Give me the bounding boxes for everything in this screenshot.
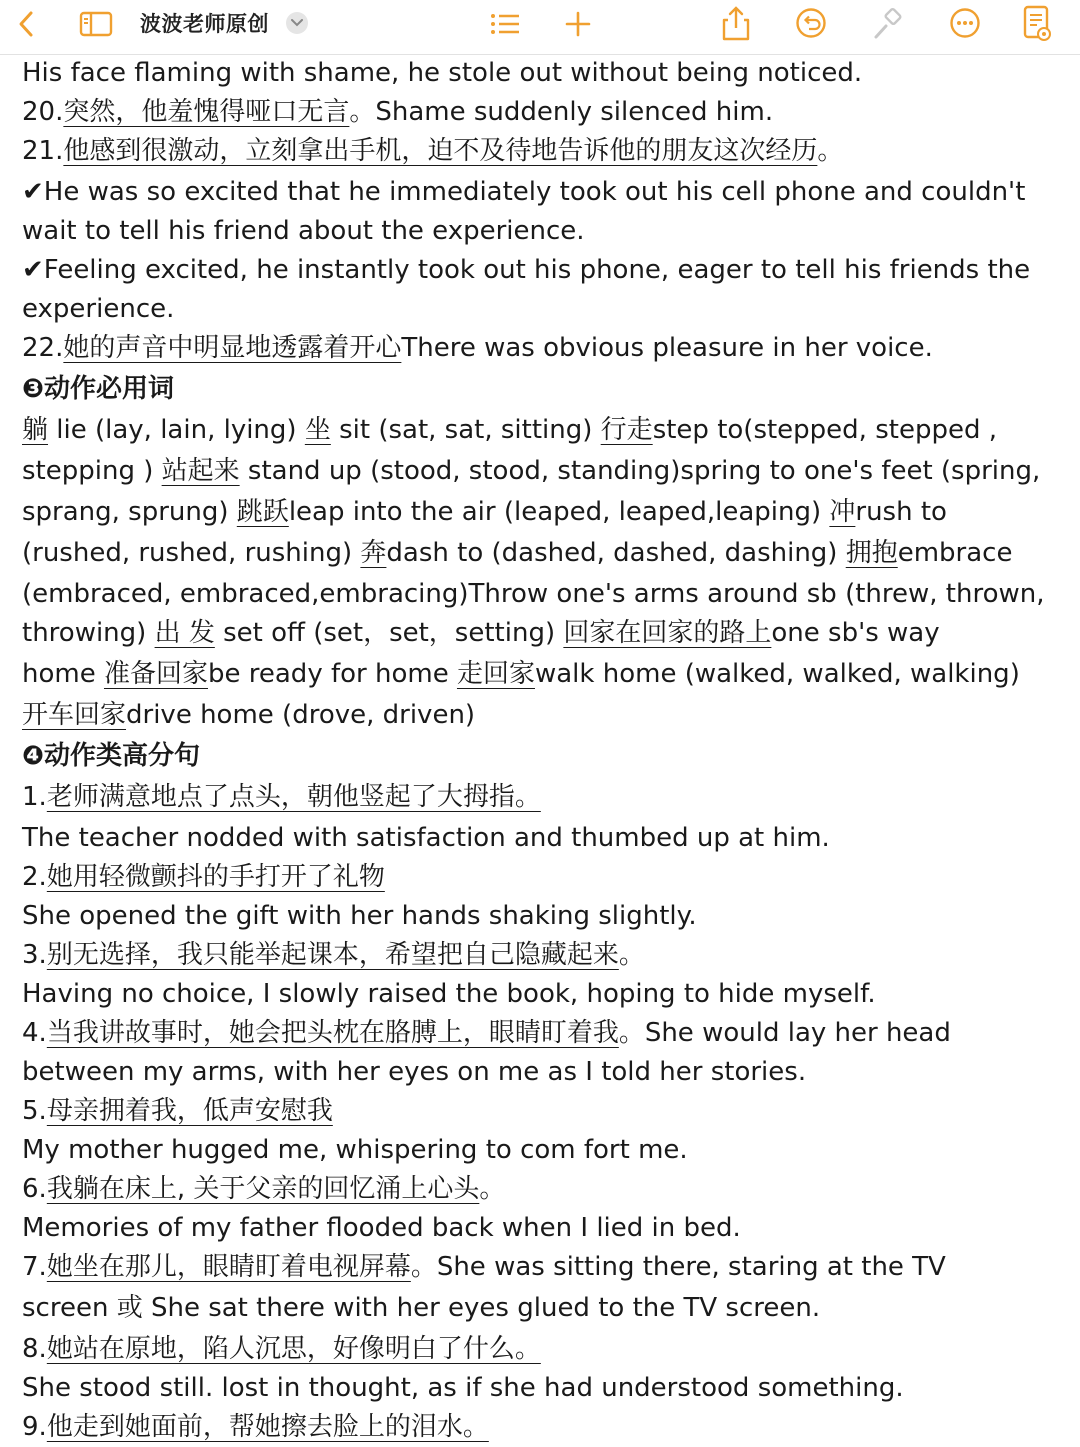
punctuation: 。 <box>479 1174 506 1204</box>
english-phrase: drive home (drove, driven) <box>126 700 476 730</box>
text-line <box>22 1209 1062 1248</box>
text-line <box>22 575 1062 614</box>
text-line <box>22 534 1062 575</box>
english-sentence: The teacher nodded with satisfaction and thumbed up at him. <box>22 823 830 853</box>
english-phrase: sprang, sprung) <box>22 497 237 527</box>
chinese-sentence: 她坐在那儿，眼睛盯着电视屏幕 <box>46 1252 411 1282</box>
item-number: 20. <box>22 97 64 127</box>
text-line <box>22 1014 1062 1053</box>
chinese-sentence: 母亲拥着我，低声安慰我 <box>46 1096 333 1126</box>
english-phrase: (embraced, embraced,embracing)Throw one's arms around sb (threw, thrown, <box>22 579 1045 609</box>
english-sentence: 。She would lay her head <box>618 1018 951 1048</box>
english-phrase: leap into the air (leaped, leaped,leaping) <box>288 497 830 527</box>
english-sentence: She opened the gift with her hands shaking slightly. <box>22 901 697 931</box>
english-phrase: stepping ) <box>22 456 162 486</box>
text-line <box>22 251 1062 290</box>
brush-icon[interactable] <box>870 6 906 42</box>
chinese-sentence: 她站在原地，陷人沉思，好像明白了什么。 <box>46 1334 541 1364</box>
text-line <box>22 93 1062 132</box>
english-sentence: ✔He was so excited that he immediately took out his cell phone and couldn't <box>22 177 1026 207</box>
chinese-sentence: 老师满意地点了点头，朝他竖起了大拇指。 <box>46 782 541 812</box>
english-phrase: home <box>22 659 104 689</box>
text-line <box>22 858 1062 897</box>
english-sentence: 。Shame suddenly silenced him. <box>349 97 774 127</box>
item-number: 9. <box>22 1412 47 1442</box>
document-body[interactable] <box>22 54 1062 1447</box>
chinese-word: 坐 <box>304 415 331 445</box>
item-number: 22. <box>22 333 64 363</box>
punctuation: 。 <box>817 136 844 166</box>
chinese-word: 躺 <box>22 415 49 445</box>
english-phrase: step to(stepped, stepped , <box>652 415 997 445</box>
text-line <box>22 290 1062 329</box>
text-line <box>22 655 1062 696</box>
text-line <box>22 1248 1062 1289</box>
chinese-word: 站起来 <box>161 456 240 486</box>
text-line <box>22 1170 1062 1209</box>
text-line <box>22 54 1062 93</box>
chinese-word: 跳跃 <box>236 497 289 527</box>
english-phrase: be ready for home <box>208 659 457 689</box>
english-phrase: lie (lay, lain, lying) <box>48 415 305 445</box>
chinese-word: 回家在回家的路上 <box>563 618 772 648</box>
text-line <box>22 212 1062 251</box>
text-line <box>22 1053 1062 1092</box>
english-sentence: ✔Feeling excited, he instantly took out his phone, eager to tell his friends the <box>22 255 1031 285</box>
text-line <box>22 1092 1062 1131</box>
item-number: 5. <box>22 1096 47 1126</box>
toolbar <box>0 0 1080 55</box>
text-line <box>22 975 1062 1014</box>
text-line <box>22 936 1062 975</box>
text-line <box>22 614 1062 655</box>
chinese-sentence: 她用轻微颤抖的手打开了礼物 <box>46 862 385 892</box>
back-chevron-icon[interactable] <box>12 8 40 40</box>
sidebar-icon[interactable] <box>78 8 114 40</box>
plus-icon[interactable] <box>563 8 593 40</box>
text-line <box>22 897 1062 936</box>
item-number: 4. <box>22 1018 47 1048</box>
text-line <box>22 452 1062 493</box>
list-icon[interactable] <box>488 8 522 40</box>
chinese-sentence: 他感到很激动，立刻拿出手机，迫不及待地告诉他的朋友这次经历 <box>63 136 818 166</box>
text-line <box>22 1330 1062 1369</box>
item-number: 8. <box>22 1334 47 1364</box>
english-sentence: Memories of my father flooded back when I lied in bed. <box>22 1213 741 1243</box>
chinese-word: 开车回家 <box>22 700 127 730</box>
english-sentence: Having no choice, I slowly raised the book, hoping to hide myself. <box>22 979 876 1009</box>
english-phrase: one sb's way <box>771 618 940 648</box>
item-number: 6. <box>22 1174 47 1204</box>
english-phrase: stand up (stood, stood, standing)spring to one's feet (spring, <box>239 456 1041 486</box>
english-sentence: She stood still. lost in thought, as if she had understood something. <box>22 1373 904 1403</box>
item-number: 21. <box>22 136 64 166</box>
document-title[interactable]: 波波老师原创 <box>140 12 269 36</box>
chinese-sentence: 他走到她面前，帮她擦去脸上的泪水。 <box>46 1412 489 1442</box>
chinese-word: 出 发 <box>154 618 215 648</box>
chinese-word: 准备回家 <box>103 659 208 689</box>
document-icon[interactable] <box>1020 4 1054 42</box>
english-phrase: embrace <box>897 538 1013 568</box>
english-sentence: His face flaming with shame, he stole out without being noticed. <box>22 58 863 88</box>
english-sentence: There was obvious pleasure in her voice. <box>401 333 933 363</box>
punctuation: 。 <box>618 940 645 970</box>
english-sentence: wait to tell his friend about the experience. <box>22 216 585 246</box>
chinese-sentence: 我躺在床上, 关于父亲的回忆涌上心头 <box>46 1174 480 1204</box>
text-line <box>22 1289 1062 1330</box>
text-line <box>22 1131 1062 1170</box>
text-line <box>22 493 1062 534</box>
text-line <box>22 1408 1062 1447</box>
english-phrase: (rushed, rushed, rushing) <box>22 538 361 568</box>
text-line <box>22 1369 1062 1408</box>
chinese-sentence: 她的声音中明显地透露着开心 <box>63 333 402 363</box>
chinese-sentence: 当我讲故事时，她会把头枕在胳膊上，眼睛盯着我 <box>46 1018 619 1048</box>
english-sentence: My mother hugged me, whispering to com fort me. <box>22 1135 688 1165</box>
text-line <box>22 696 1062 737</box>
english-phrase: walk home (walked, walked, walking) <box>534 659 1020 689</box>
english-phrase: rush to <box>855 497 947 527</box>
item-number: 7. <box>22 1252 47 1282</box>
text-line <box>22 173 1062 212</box>
text-line <box>22 778 1062 819</box>
english-sentence: screen 或 She sat there with her eyes glued to the TV screen. <box>22 1293 821 1323</box>
share-icon[interactable] <box>720 4 752 42</box>
chevron-down-icon[interactable] <box>286 12 308 34</box>
english-phrase: set off (set，set，setting) <box>214 618 564 648</box>
chinese-word: 拥抱 <box>845 538 898 568</box>
chinese-word: 冲 <box>829 497 856 527</box>
chinese-word: 走回家 <box>456 659 535 689</box>
section-heading: ❹动作类高分句 <box>22 741 201 771</box>
text-line <box>22 411 1062 452</box>
chinese-word: 奔 <box>360 538 387 568</box>
section-heading: ❸动作必用词 <box>22 374 175 404</box>
english-phrase: dash to (dashed, dashed, dashing) <box>386 538 846 568</box>
text-line <box>22 819 1062 858</box>
english-phrase: throwing) <box>22 618 155 648</box>
english-sentence: between my arms, with her eyes on me as I told her stories. <box>22 1057 807 1087</box>
english-sentence: 。She was sitting there, staring at the TV <box>410 1252 946 1282</box>
chinese-sentence: 别无选择，我只能举起课本，希望把自己隐藏起来 <box>46 940 619 970</box>
item-number: 3. <box>22 940 47 970</box>
undo-icon[interactable] <box>794 6 828 40</box>
chinese-sentence: 突然，他羞愧得哑口无言 <box>63 97 350 127</box>
text-line <box>22 132 1062 173</box>
english-phrase: sit (sat, sat, sitting) <box>330 415 601 445</box>
item-number: 2. <box>22 862 47 892</box>
text-line <box>22 329 1062 370</box>
item-number: 1. <box>22 782 47 812</box>
english-sentence: experience. <box>22 294 175 324</box>
more-icon[interactable] <box>948 6 982 40</box>
chinese-word: 行走 <box>600 415 653 445</box>
